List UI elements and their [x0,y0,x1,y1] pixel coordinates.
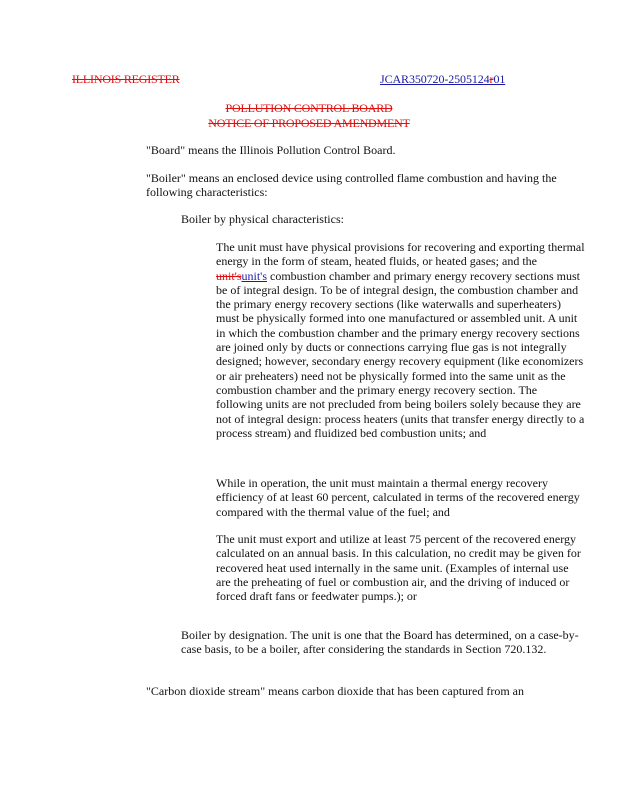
jcar-code-deleted: r [489,72,494,86]
board-definition: "Board" means the Illinois Pollution Control Board. [146,143,396,157]
boiler-definition: "Boiler" means an enclosed device using controlled flame combustion and having the following characteristics: [146,171,557,200]
jcar-code-suffix: 01 [493,72,506,86]
register-header: ILLINOIS REGISTER [72,72,180,86]
physical-provisions-paragraph [216,240,586,440]
carbon-dioxide-definition: "Carbon dioxide stream" means carbon dioxide that has been captured from an [146,684,525,698]
jcar-code-prefix: JCAR350720-2505124 [380,72,490,86]
deleted-text: unit's [216,268,242,283]
agency-title: POLLUTION CONTROL BOARD [225,101,393,115]
physical-text-after: combustion chamber and primary energy recovery sections must be of integral design. To be of integral design, the combustion chamber and the primary energy recovery sections (like waterwalls and superheaters) must be physically formed into one manufactured or assembled unit. A unit in which the combustion chamber and the primary energy recovery sections are joined only by ducts or connections carrying flue gas is not integrally designed; however, secondary energy recovery equipment (like economizers or air preheaters) need not be physically formed into the same unit as the combustion chamber and the primary energy recovery section. The following units are not precluded from being boilers solely because they are not of integral design: process heaters (units that transfer energy directly to a process stream) and fluidized bed combustion units; and [216,268,585,440]
boiler-designation-paragraph: Boiler by designation. The unit is one that the Board has determined, on a case-by-case basis, to be a boiler, after considering the standards in Section 720.132. [181,628,579,657]
inserted-text: unit's [241,268,267,283]
efficiency-paragraph: While in operation, the unit must maintain a thermal energy recovery efficiency of at least 60 percent, calculated in terms of the recovered energy compared with the thermal value of the fuel; and [216,476,580,519]
physical-text-before: The unit must have physical provisions for recovering and exporting thermal energy in the form of steam, heated fluids, or heated gases; and the [216,240,585,269]
export-paragraph: The unit must export and utilize at least 75 percent of the recovered energy calculated on an annual basis. In this calculation, no credit may be given for recovered heat used internally in the same unit. (Examples of internal use are the preheating of fuel or combustion air, and the driving of induced or forced draft fans or feedwater pumps.); or [216,532,581,604]
jcar-code [380,72,505,87]
notice-title: NOTICE OF PROPOSED AMENDMENT [208,116,410,130]
physical-characteristics-heading: Boiler by physical characteristics: [181,212,344,226]
